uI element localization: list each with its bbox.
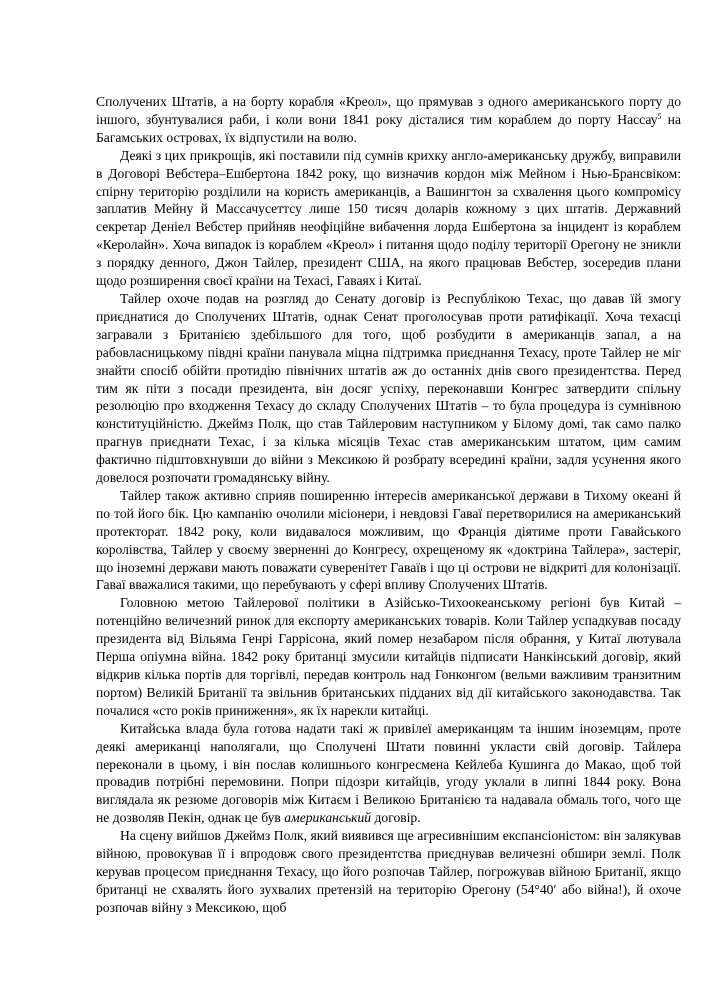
paragraph-5: [96, 720, 681, 827]
emphasis-text: американський: [284, 810, 372, 826]
paragraph-text: Китайська влада була готова надати такі ж привілеї американцям та іншим іноземцям, проте деякі американці наполягали, що Сполучені Штати повинні укласти свій договір. Тайлера переконали в цьому, і він послав колишнього конгресмена Кейлеба Кушинга до Макао, щоб той провадив потрібні перемовини. Попри підозри китайців, угоду уклали в липні 1844 року. Вона виглядала як резюме договорів між Китаєм і Великою Британією та надавала обмаль того, чого ще не дозволяв Пекін, однак це був: [96, 720, 681, 826]
paragraph-text: Деякі з цих прикрощів, які поставили під сумнів крихку англо-американську дружбу, виправили в Договорі Вебстера–Ешбертона 1842 року, що визначив кордон між Мейном і Нью-Брансвіком: спірну територію розділили на користь американців, а Вашингтон за схвалення цього компромісу заплатив Мейну й Массачусеттсу лише 150 тисяч доларів кожному з цих штатів. Державний секретар Деніел Вебстер прийняв неофіційне вибачення лорда Ешбертона за інцидент із кораблем «Керолайн». Хоча випадок із кораблем «Креол» і питання щодо поділу території Орегону не зникли з порядку денного, Джон Тайлер, президент США, на якого працював Вебстер, зосередив плани щодо розширення своєї країни на Техасі, Гаваях і Китаї.: [96, 147, 681, 289]
footnote-ref: 5: [657, 111, 662, 121]
paragraph-text: Тайлер охоче подав на розгляд до Сенату договір із Республікою Техас, що давав їй змогу приєднатися до Сполучених Штатів, однак Сенат проголосував проти ратифікації. Хоча техасці загравали з Британією здебільшого для того, щоб розбудити в американців запал, а на рабовласницькому півдні країни панувала міцна підтримка приєднання Техасу, проте Тайлер не міг знайти спосіб обійти протидію північних штатів аж до останніх днів свого президентства. Перед тим як піти з посади президента, він досяг успіху, переконавши Конгрес затвердити спільну резолюцію про входження Техасу до складу Сполучених Штатів – то була процедура із сумнівною конституційністю. Джеймз Полк, що став Тайлеровим наступником у Білому домі, так само палко прагнув приєднати Техас, і за кілька місяців Техас став американським штатом, цим самим фактично підштовхнувши до війни з Мексикою й розбрату всередині країни, задля усунення якого довелося розпочати громадянську війну.: [96, 290, 681, 486]
document-page: [96, 93, 681, 917]
paragraph-1: [96, 147, 681, 290]
paragraph-6: [96, 827, 681, 917]
paragraph-0: [96, 93, 681, 147]
paragraph-2: [96, 290, 681, 487]
paragraph-text: на Багамських островах, їх відпустили на волю.: [96, 111, 681, 145]
paragraph-text: Тайлер також активно сприяв поширенню інтересів американської держави в Тихому океані й по той його бік. Цю кампанію очолили місіонери, і невдовзі Гаваї перетворилися на американський протекторат. 1842 року, коли видавалося можливим, що Франція діятиме проти Гавайського королівства, Тайлер у своєму зверненні до Конгресу, охрещеному як «доктрина Тайлера», застеріг, що іноземні держави мають поважати суверенітет Гаваїв і що ці острови не відкриті для колонізації. Гаваї вважалися такими, що перебувають у сфері впливу Сполучених Штатів.: [96, 487, 681, 593]
paragraph-text: Сполучених Штатів, а на борту корабля «Креол», що прямував з одного американського порту до іншого, збунтувалися раби, і коли вони 1841 року дісталися тим кораблем до порту Нассау: [96, 94, 681, 127]
paragraph-text: На сцену вийшов Джеймз Полк, який виявився ще агресивнішим експансіоністом: він залякував війною, провокував її і впродовж свого президентства приєднував величезні обшири землі. Полк керував процесом приєднання Техасу, що його розпочав Тайлер, погрожував війною Британії, якщо британці не схвалять його зухвалих претензій на територію Орегону (54°40′ або війна!), й охоче розпочав війну з Мексикою, щоб: [96, 828, 681, 915]
paragraph-4: [96, 594, 681, 719]
paragraph-3: [96, 487, 681, 594]
paragraph-text: договір.: [371, 810, 421, 826]
paragraph-text: Головною метою Тайлерової політики в Азійсько-Тихоокеанському регіоні був Китай – потенційно величезний ринок для експорту американських товарів. Коли Тайлер успадкував посаду президента від Вільяма Генрі Гаррісона, який помер незабаром після обрання, у Китаї лютувала Перша опіумна війна. 1842 року британці змусили китайців підписати Нанкінський договір, який відкрив кілька портів для торгівлі, передав контроль над Гонконгом (вельми важливим транзитним портом) Великій Британії та звільнив британських підданих від дії китайського законодавства. Так почалися «сто років приниження», як їх нарекли китайці.: [96, 595, 681, 718]
